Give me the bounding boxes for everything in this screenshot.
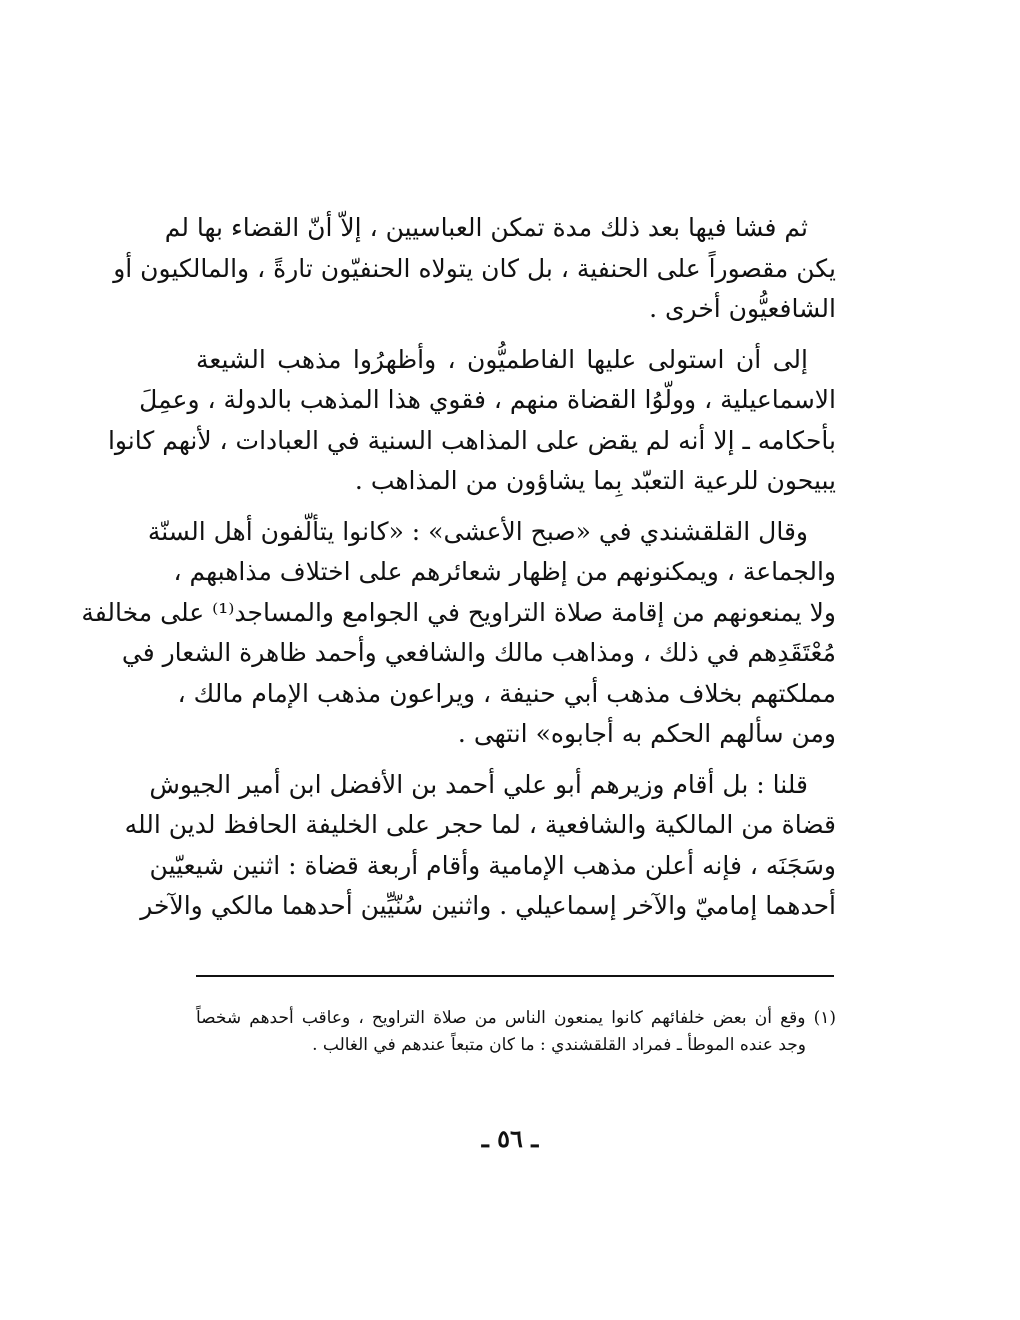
- paragraph-2: [107, 340, 836, 502]
- text-line: الشافعيُّون أخرى .: [649, 294, 836, 323]
- text-line: والجماعة ، ويمكنونهم من إظهار شعائرهم على اختلاف مذاهبهم ،: [173, 557, 836, 586]
- text-line: الاسماعيلية ، وولّوُا القضاة منهم ، فقوي هذا المذهب بالدولة ، وعمِلَ: [139, 385, 836, 414]
- text-line: يبيحون للرعية التعبّد بِما يشاؤون من المذاهب .: [354, 466, 836, 495]
- footnote-line: وجد عنده الموطأ ـ فمراد القلقشندي : ما كان متبعاً عندهم في الغالب .: [312, 1035, 806, 1055]
- text-line: أحدهما إماميّ والآخر إسماعيلي . واثنين سُنّيِّين أحدهما مالكي والآخر: [140, 891, 836, 920]
- text-line: مُعْتَقَدِهم في ذلك ، ومذاهب مالك والشافعي وأحمد ظاهرة الشعار في: [121, 638, 836, 667]
- page-number: ـ ٥٦ ـ: [481, 1124, 539, 1153]
- text-line: وسَجَنَه ، فإنه أعلن مذهب الإمامية وأقام أربعة قضاة : اثنين شيعيّين: [149, 850, 836, 880]
- footnote-line: (١) وقع أن بعض خلفائهم كانوا يمنعون الناس من صلاة التراويح ، وعاقب أحدهم شخصاً: [196, 1008, 836, 1028]
- text-line: إلى أن استولى عليها الفاطميُّون ، وأظهرُوا مذهب الشيعة: [196, 344, 808, 374]
- text-line: وقال القلقشندي في «صبح الأعشى» : «كانوا يتألّفون أهل السنّة: [147, 516, 808, 546]
- text-line: يكن مقصوراً على الحنفية ، بل كان يتولاه الحنفيّون تارةً ، والمالكيون أو: [113, 253, 836, 283]
- text-line: مملكتهم بخلاف مذهب أبي حنيفة ، ويراعون مذهب الإمام مالك ،: [177, 678, 836, 708]
- text-line: قلنا : بل أقام وزيرهم أبو علي أحمد بن الأفضل ابن أمير الجيوش: [149, 769, 808, 799]
- text-line: ثم فشا فيها بعد ذلك مدة تمكن العباسيين ، إلاّ أنّ القضاء بها لم: [164, 213, 808, 242]
- text-line: ولا يمنعونهم من إقامة صلاة التراويح في الجوامع والمساجد⁽¹⁾ على مخالفة: [81, 597, 836, 627]
- paragraph-1: [113, 208, 836, 330]
- text-line: ومن سألهم الحكم به أجابوه» انتهى .: [457, 719, 836, 748]
- footnotes: [196, 1005, 836, 1059]
- paragraph-4: [124, 765, 836, 927]
- text-line: قضاة من المالكية والشافعية ، لما حجر على الخليفة الحافظ لدين الله: [124, 810, 836, 839]
- footnote-1: [196, 1005, 836, 1059]
- text-line: بأحكامه ـ إلا أنه لم يقض على المذاهب السنية في العبادات ، لأنهم كانوا: [107, 425, 836, 455]
- paragraph-3: [81, 512, 836, 755]
- body-text: [81, 208, 836, 937]
- footnote-divider: [196, 975, 834, 977]
